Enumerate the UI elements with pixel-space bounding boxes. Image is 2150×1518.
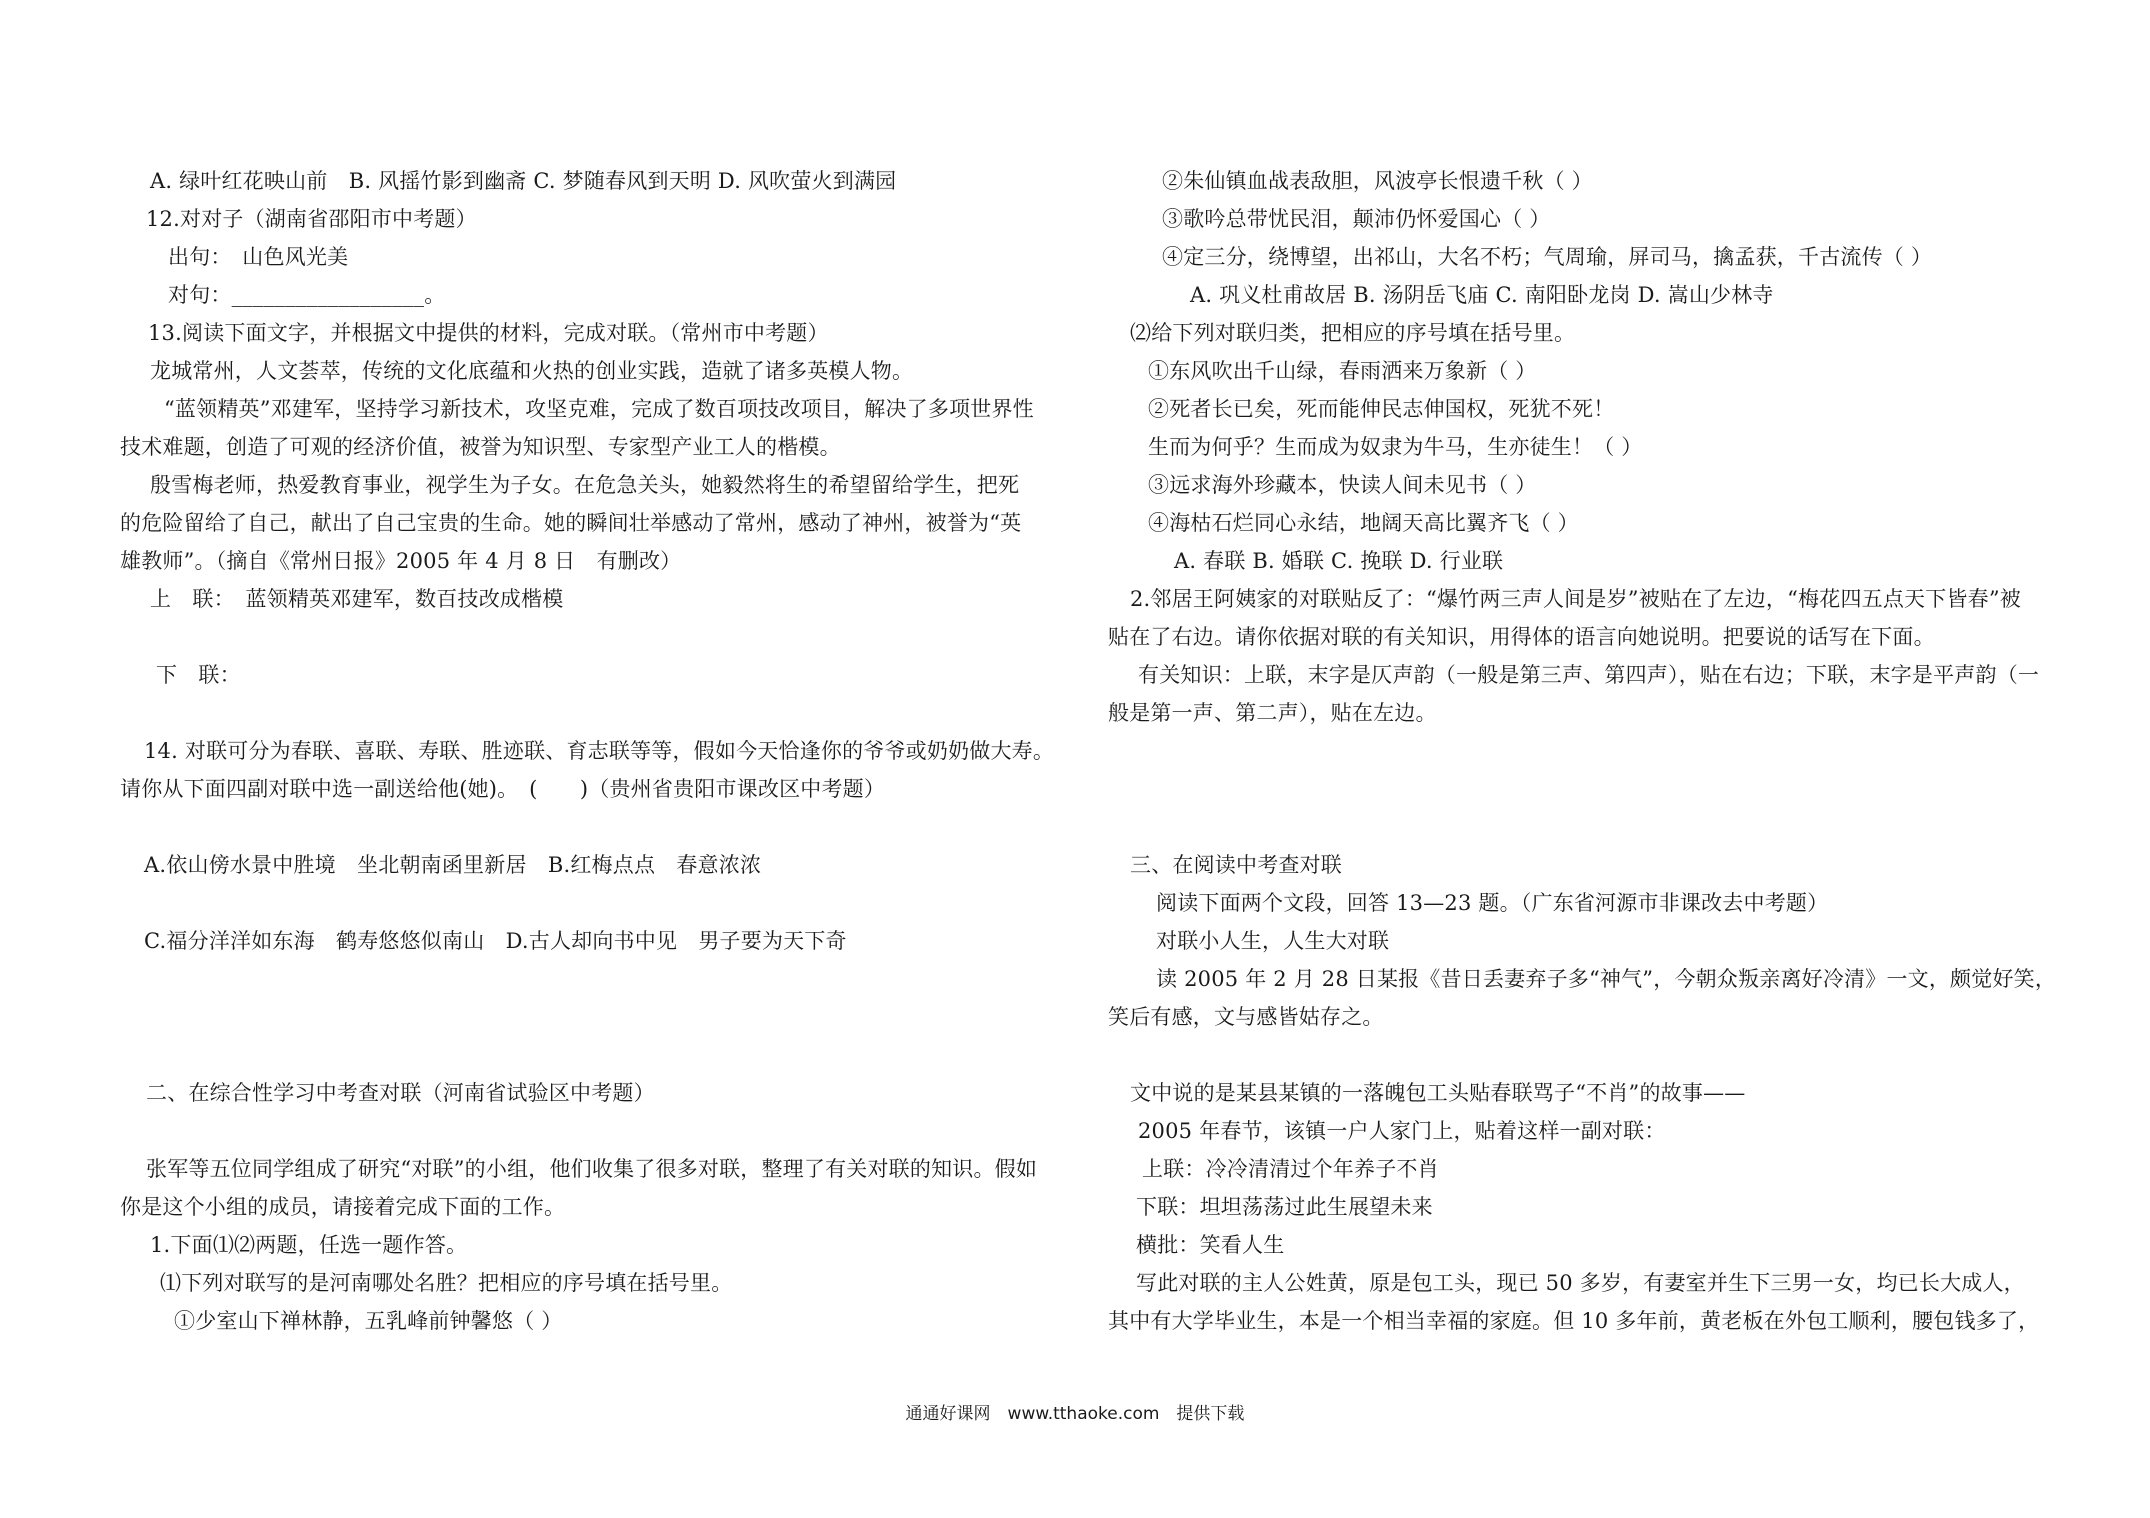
q12-answer-blank: 对句：__________________。 xyxy=(168,283,446,307)
section-3-heading: 三、在阅读中考查对联 xyxy=(1130,853,1342,877)
article-paragraph-line: 读 2005 年 2 月 28 日某报《昔日丢妻弃子多“神气”，今朝众叛亲离好冷清》一文，颇觉好笑， xyxy=(1156,967,2057,991)
q13-paragraph-line: “蓝领精英”邓建军，坚持学习新技术，攻坚克难，完成了数百项技改项目，解决了多项世界性 xyxy=(164,397,1034,421)
q14-heading: 14. 对联可分为春联、喜联、寿联、胜迹联、育志联等等，假如今天恰逢你的爷爷或奶奶做大寿。 xyxy=(144,739,1055,763)
article-paragraph-line: 文中说的是某县某镇的一落魄包工头贴春联骂子“不肖”的故事—— xyxy=(1130,1081,1746,1105)
q11-options: A. 绿叶红花映山前 B. 风摇竹影到幽斋 C. 梦随春风到天明 D. 风吹萤火到满园 xyxy=(150,169,897,193)
task-1-part-2-item-2: ②死者长已矣，死而能伸民志伸国权，死犹不死！ xyxy=(1148,397,1615,421)
q13-paragraph-line: 的危险留给了自己，献出了自己宝贵的生命。她的瞬间壮举感动了常州，感动了神州，被誉为“英 xyxy=(120,511,1022,535)
task-1-part-2-item-4: ④海枯石烂同心永结，地阔天高比翼齐飞（ ） xyxy=(1148,511,1579,535)
task-1-part-2-item-2-cont: 生而为何乎？生而成为奴隶为牛马，生亦徒生！（ ） xyxy=(1148,435,1643,459)
q13-lower-couplet: 下 联： xyxy=(156,663,241,687)
task-1-item-3: ③歌吟总带忧民泪，颠沛仍怀爱国心（ ） xyxy=(1162,207,1551,231)
article-horizontal-scroll: 横批：笑看人生 xyxy=(1136,1233,1285,1257)
article-paragraph-line: 2005 年春节，该镇一户人家门上，贴着这样一副对联： xyxy=(1138,1119,1666,1143)
q14-options-ab: A.依山傍水景中胜境 坐北朝南函里新居 B.红梅点点 春意浓浓 xyxy=(144,853,762,877)
task-1-item-2: ②朱仙镇血战表敌胆，风波亭长恨遗千秋（ ） xyxy=(1162,169,1593,193)
q13-paragraph-line: 雄教师”。（摘自《常州日报》2005 年 4 月 8 日 有删改） xyxy=(120,549,682,573)
task-1-part-2: ⑵给下列对联归类，把相应的序号填在括号里。 xyxy=(1130,321,1576,345)
article-lower-couplet: 下联：坦坦荡荡过此生展望未来 xyxy=(1136,1195,1433,1219)
q14-prompt: 请你从下面四副对联中选一副送给他(她)。 ( )（贵州省贵阳市课改区中考题） xyxy=(120,777,886,801)
task-1-heading: 1.下面⑴⑵两题，任选一题作答。 xyxy=(150,1233,468,1257)
article-title: 对联小人生，人生大对联 xyxy=(1156,929,1390,953)
article-paragraph-line: 笑后有感，文与感皆姑存之。 xyxy=(1108,1005,1384,1029)
section-2-heading: 二、在综合性学习中考查对联（河南省试验区中考题） xyxy=(146,1081,655,1105)
q13-paragraph-line: 龙城常州，人文荟萃，传统的文化底蕴和火热的创业实践，造就了诸多英模人物。 xyxy=(150,359,914,383)
task-2-line: 贴在了右边。请你依据对联的有关知识，用得体的语言向她说明。把要说的话写在下面。 xyxy=(1108,625,1935,649)
task-2-heading: 2.邻居王阿姨家的对联贴反了：“爆竹两三声人间是岁”被贴在了左边，“梅花四五点天下皆春”被 xyxy=(1130,587,2021,611)
q13-upper-couplet: 上 联： 蓝领精英邓建军，数百技改成楷模 xyxy=(150,587,564,611)
task-1-item-1: ①少室山下禅林静，五乳峰前钟馨悠（ ） xyxy=(174,1309,563,1333)
article-upper-couplet: 上联：冷冷清清过个年养子不肖 xyxy=(1142,1157,1439,1181)
article-paragraph-line: 写此对联的主人公姓黄，原是包工头，现已 50 多岁，有妻室并生下三男一女，均已长大成人， xyxy=(1136,1271,2025,1295)
section-2-paragraph-line: 你是这个小组的成员，请接着完成下面的工作。 xyxy=(120,1195,566,1219)
article-paragraph-line: 其中有大学毕业生，本是一个相当幸福的家庭。但 10 多年前，黄老板在外包工顺利，腰包钱多了， xyxy=(1108,1309,2040,1333)
q13-paragraph-line: 技术难题，创造了可观的经济价值，被誉为知识型、专家型产业工人的楷模。 xyxy=(120,435,841,459)
q13-paragraph-line: 殷雪梅老师，热爱教育事业，视学生为子女。在危急关头，她毅然将生的希望留给学生，把死 xyxy=(150,473,1020,497)
section-2-paragraph-line: 张军等五位同学组成了研究“对联”的小组，他们收集了很多对联，整理了有关对联的知识。假如 xyxy=(146,1157,1038,1181)
task-2-knowledge: 有关知识：上联，末字是仄声韵（一般是第三声、第四声），贴在右边；下联，末字是平声韵（一 xyxy=(1138,663,2040,687)
q14-options-cd: C.福分洋洋如东海 鹤寿悠悠似南山 D.古人却向书中见 男子要为天下奇 xyxy=(144,929,847,953)
q13-heading: 13.阅读下面文字，并根据文中提供的材料，完成对联。（常州市中考题） xyxy=(148,321,829,345)
task-1-part-2-options: A. 春联 B. 婚联 C. 挽联 D. 行业联 xyxy=(1174,549,1504,573)
page-footer: 通通好课网 www.tthaoke.com 提供下载 xyxy=(905,1404,1245,1424)
task-1-part-2-item-1: ①东风吹出千山绿，春雨洒来万象新（ ） xyxy=(1148,359,1537,383)
task-2-knowledge-cont: 般是第一声、第二声），贴在左边。 xyxy=(1108,701,1437,725)
task-1-part-2-item-3: ③远求海外珍藏本，快读人间未见书（ ） xyxy=(1148,473,1537,497)
task-1-item-4: ④定三分，绕博望，出祁山，大名不朽；气周瑜，屏司马，擒孟获，千古流传（ ） xyxy=(1162,245,1933,269)
section-3-instruction: 阅读下面两个文段，回答 13—23 题。（广东省河源市非课改去中考题） xyxy=(1156,891,1829,915)
task-1-part-1: ⑴下列对联写的是河南哪处名胜？把相应的序号填在括号里。 xyxy=(160,1271,733,1295)
task-1-part-1-options: A. 巩义杜甫故居 B. 汤阴岳飞庙 C. 南阳卧龙岗 D. 嵩山少林寺 xyxy=(1190,283,1774,307)
q12-heading: 12.对对子（湖南省邵阳市中考题） xyxy=(146,207,477,231)
q12-prompt: 出句： 山色风光美 xyxy=(168,245,349,269)
